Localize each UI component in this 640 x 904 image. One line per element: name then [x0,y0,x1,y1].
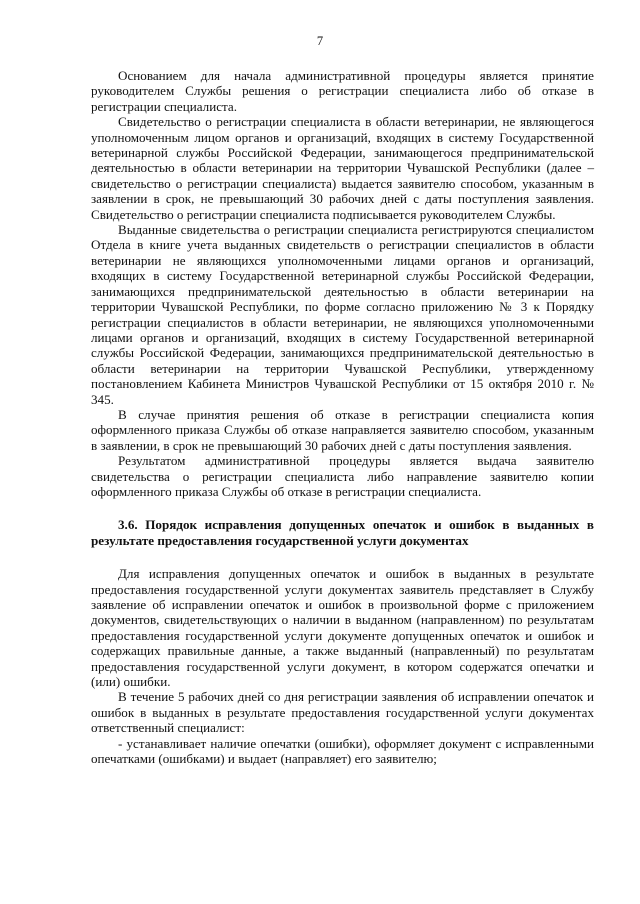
document-body [91,68,594,766]
paragraph-registration-book: Выданные свидетельства о регистрации специалиста регистрируются специалистом Отдела в книге учета выданных свидетельств о регистрации специалистов в области ветеринарии не являющихся уполномоченными лицами органов и организаций, входящих в систему Государственной ветеринарной службы Российской Федерации, занимающихся предпринимательской деятельностью в области ветеринарии на территории Чувашской Республики, по форме согласно приложению № 3 к Порядку регистрации специалистов в области ветеринарии, не являющихся уполномоченными лицами органов и организаций, входящих в систему Государственной ветеринарной службы Российской Федерации, занимающихся предпринимательской деятельностью в области ветеринарии на территории Чувашской Республики, утвержденному постановлением Кабинета Министров Чувашской Республики от 15 октября 2010 г. № 345. [91,222,594,407]
paragraph-result: Результатом административной процедуры является выдача заявителю свидетельства о регистрации специалиста либо направление заявителю копии оформленного приказа Службы об отказе в регистрации специалиста. [91,453,594,499]
paragraph-correction-request: Для исправления допущенных опечаток и ошибок в выданных в результате предоставления государственной услуги документах заявитель представляет в Службу заявление об исправлении опечаток и ошибок в произвольной форме с приложением документов, свидетельствующих о наличии в выданном (направленном) по результатам предоставления государственной услуги документе допущенных опечаток и ошибок и содержащих правильные данные, а также выданный (направленный) по результатам предоставления государственной услуги документ, в котором содержатся опечатки и (или) ошибки. [91,566,594,690]
paragraph-refusal: В случае принятия решения об отказе в регистрации специалиста копия оформленного приказа Службы об отказе направляется заявителю способом, указанным в заявлении, в срок не превышающий 30 рабочих дней с даты поступления заявления. [91,406,594,453]
list-item: - устанавливает наличие опечатки (ошибки), оформляет документ с исправленными опечатками (ошибками) и выдает (направляет) его заявителю; [91,735,594,767]
paragraph-certificate: Свидетельство о регистрации специалиста в области ветеринарии, не являющегося уполномоченным лицом органов и организаций, входящих в систему Государственной ветеринарной службы Российской Федерации, занимающегося предпринимательской деятельностью в области ветеринарии на территории Чувашской Республики (далее – свидетельство о регистрации специалиста) выдается заявителю способом, указанным в заявлении в срок, не превышающий 30 рабочих дней с даты поступления заявления. Свидетельство о регистрации специалиста подписывается руководителем Службы. [91,114,594,222]
section-heading: 3.6. Порядок исправления допущенных опечаток и ошибок в выданных в результате предоставления государственной услуги документах [91,517,594,548]
page-number: 7 [316,34,324,48]
paragraph-correction-term: В течение 5 рабочих дней со дня регистрации заявления об исправлении опечаток и ошибок в выданных в результате предоставления государственной услуги документах ответственный специалист: [91,689,594,736]
paragraph-basis: Основанием для начала административной процедуры является принятие руководителем Службы решения о регистрации специалиста либо об отказе в регистрации специалиста. [91,68,594,114]
